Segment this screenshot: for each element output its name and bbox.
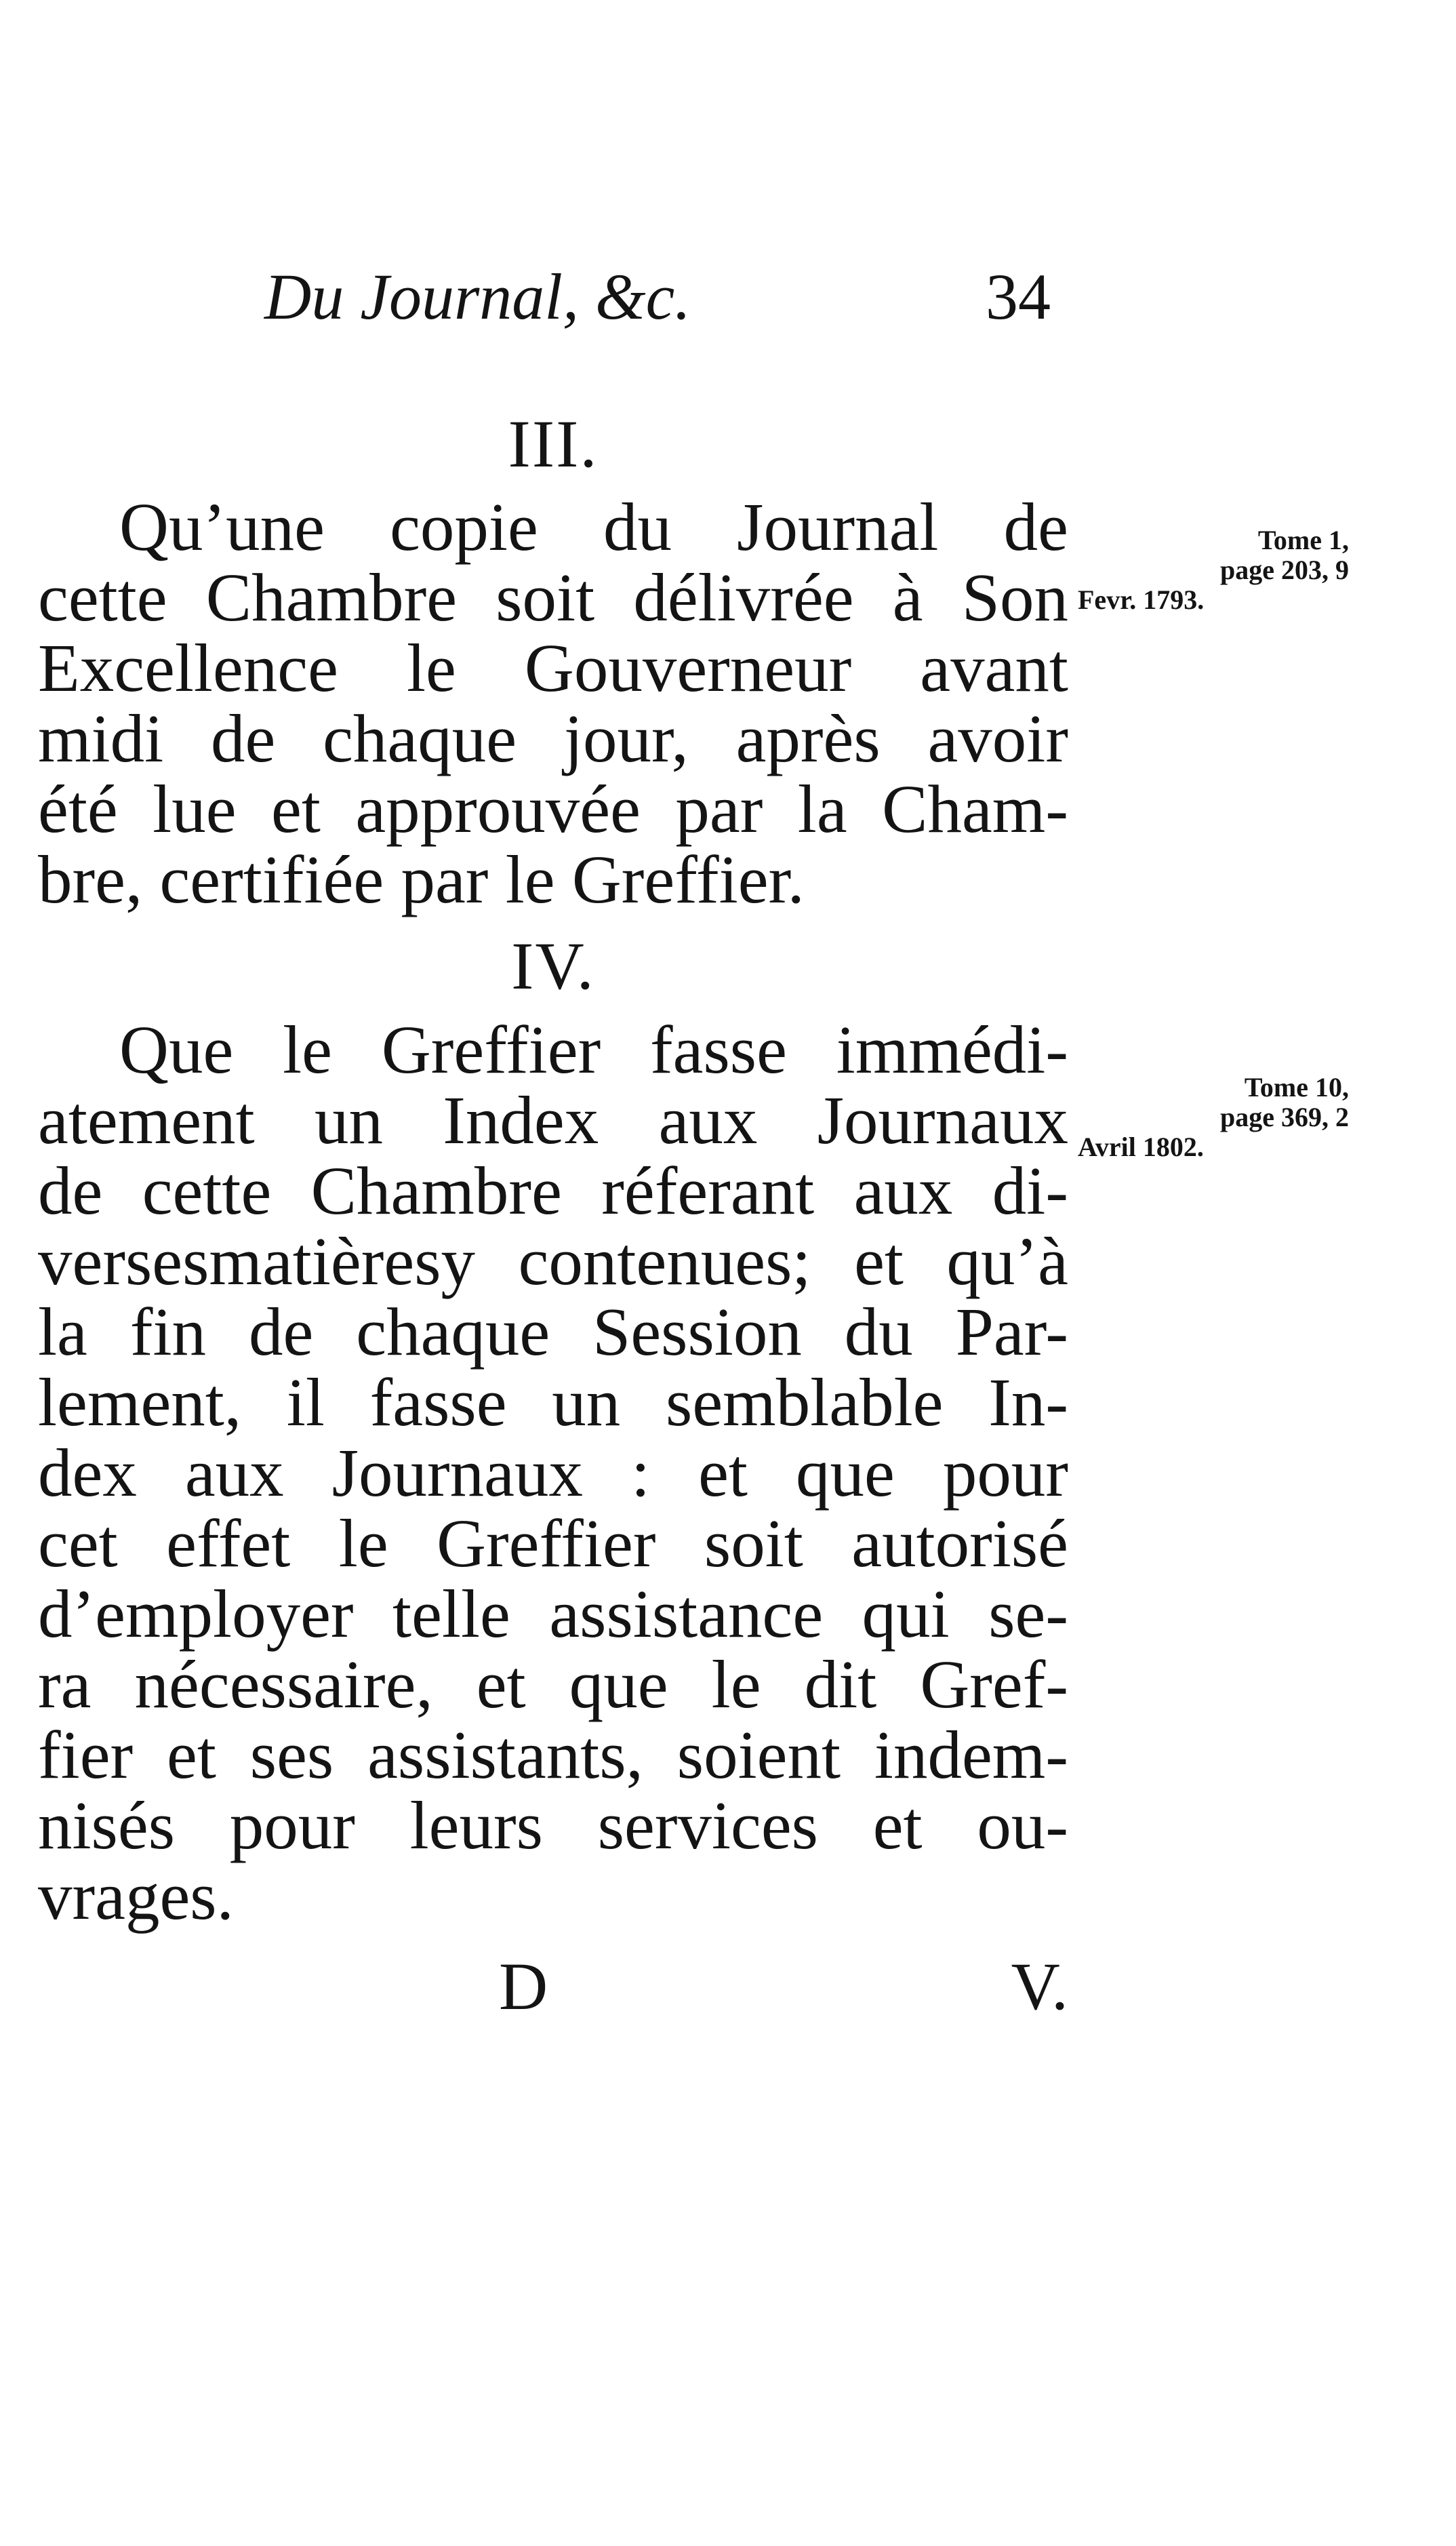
- paragraph-iv: [38, 1012, 1068, 1934]
- text-line: lement, il fasse un semblable In-: [38, 1364, 1068, 1440]
- text-line: dex aux Journaux : et que pour: [38, 1435, 1068, 1511]
- text-line: nisés pour leurs services et ou-: [38, 1787, 1068, 1863]
- text-line: Excellence le Gouverneur avant: [38, 630, 1068, 706]
- text-line: été lue et approuvée par la Cham-: [38, 771, 1068, 847]
- text-line: Que le Greffier fasse immédi-: [119, 1012, 1068, 1088]
- page-footer: [38, 1946, 1068, 2027]
- margin-note-iv: [1078, 1073, 1349, 1162]
- text-line: la fin de chaque Session du Par-: [38, 1294, 1068, 1370]
- catchword: V.: [1011, 1949, 1068, 2024]
- running-head: [264, 256, 1051, 338]
- margin-note-line: Avril 1802.: [1078, 1132, 1204, 1162]
- margin-note-line: page 369, 2: [1220, 1102, 1349, 1132]
- text-line: d’employer telle assistance qui se-: [38, 1576, 1068, 1652]
- text-line: ra nécessaire, et que le dit Gref-: [38, 1646, 1068, 1722]
- text-line: cette Chambre soit délivrée à Son: [38, 559, 1068, 635]
- text-line: atement un Index aux Journaux: [38, 1082, 1068, 1158]
- text-line: cet effet le Greffier soit autorisé: [38, 1505, 1068, 1581]
- paragraph-iii: [38, 489, 1068, 917]
- running-title: Du Journal, &c.: [264, 260, 691, 333]
- margin-note-line: Tome 1,: [1257, 525, 1349, 555]
- text-line: bre, certifiée par le Greffier.: [38, 841, 805, 917]
- text-line: vrages.: [38, 1858, 234, 1934]
- margin-note-iii: [1078, 525, 1349, 615]
- margin-note-line: Tome 10,: [1244, 1072, 1349, 1102]
- text-line: versesmatièresy contenues; et qu’à: [38, 1223, 1068, 1299]
- margin-note-line: page 203, 9: [1220, 555, 1349, 585]
- margin-note-line: Fevr. 1793.: [1078, 584, 1205, 615]
- text-line: de cette Chambre réferant aux di-: [38, 1153, 1068, 1229]
- page-number: 34: [986, 260, 1051, 333]
- text-line: fier et ses assistants, soient indem-: [38, 1717, 1068, 1793]
- section-numeral-iii: III.: [508, 406, 599, 481]
- text-line: Qu’une copie du Journal de: [119, 489, 1068, 565]
- section-numeral-iv: IV.: [511, 928, 595, 1003]
- text-line: midi de chaque jour, après avoir: [38, 700, 1068, 776]
- signature-mark: D: [499, 1949, 548, 2024]
